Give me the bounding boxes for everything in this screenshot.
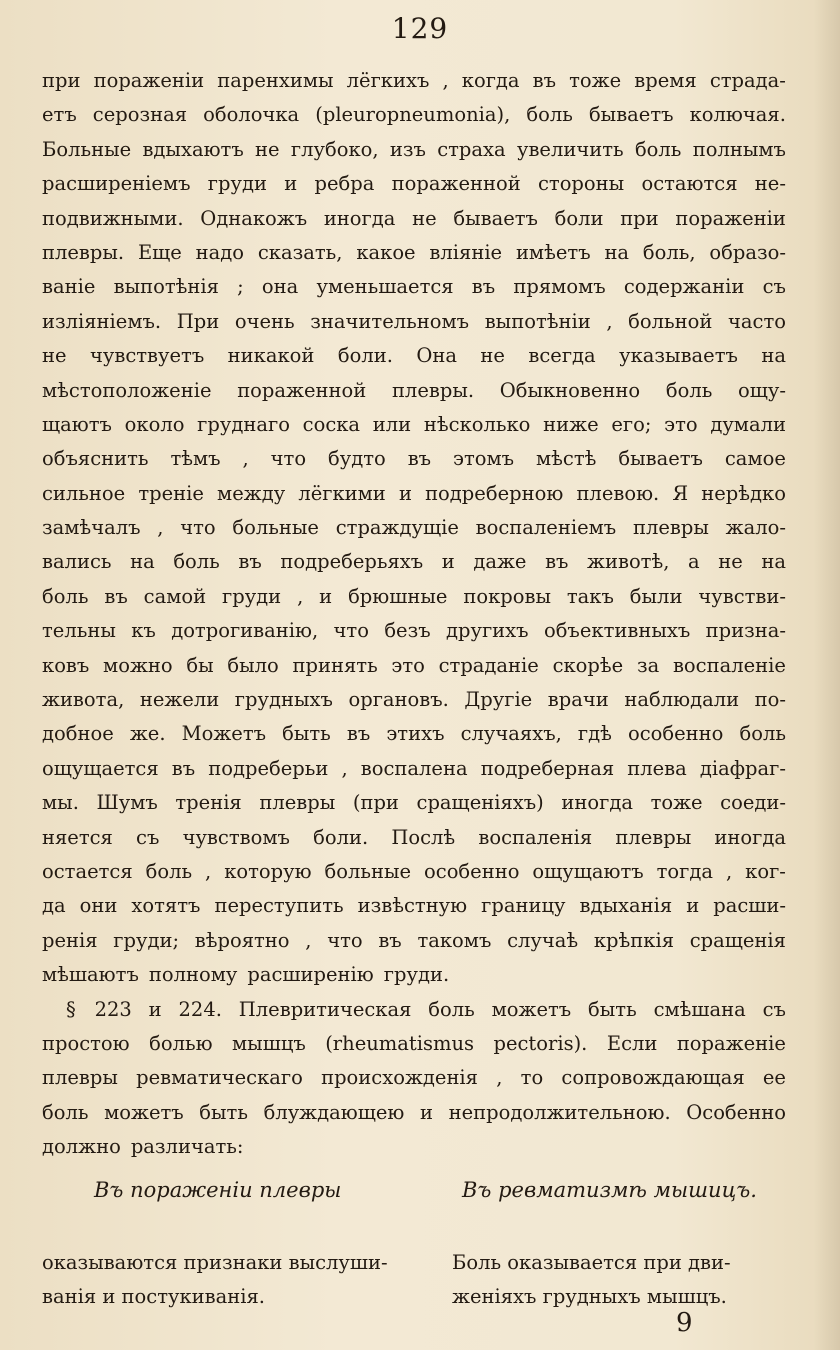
right-column-line: Боль оказывается при дви-	[452, 1251, 731, 1274]
left-column-line: оказываются признаки выслуши-	[42, 1251, 388, 1274]
text-line: щаютъ около груднаго соска или нѣсколько ниже его; это думали	[42, 412, 786, 436]
right-column-heading: Въ ревматизмѣ мышицъ.	[462, 1178, 757, 1202]
text-line: плевры. Еще надо сказать, какое вліяніе имѣетъ на боль, образо-	[42, 240, 786, 264]
text-line: остается боль , которую больные особенно ощущаютъ тогда , ког-	[42, 859, 786, 883]
text-line: объяснить тѣмъ , что будто въ этомъ мѣстѣ бываетъ самое	[42, 447, 786, 471]
text-line: живота, нежели грудныхъ органовъ. Другіе врачи наблюдали по-	[42, 688, 786, 712]
left-column-heading: Въ пораженіи плевры	[94, 1178, 342, 1202]
text-line: ощущается въ подреберьи , воспалена подреберная плева діафраг-	[42, 756, 786, 780]
text-line: должно различать:	[42, 1135, 244, 1159]
text-line: мѣшаютъ полному расширенію груди.	[42, 963, 450, 987]
text-line: подвижными. Однакожъ иногда не бываетъ боли при пораженіи	[42, 206, 786, 230]
page-number: 129	[391, 12, 449, 45]
spine-shadow	[814, 0, 840, 1350]
text-line: мѣстоположеніе пораженной плевры. Обыкновенно боль ощу-	[42, 378, 786, 402]
text-line: расширеніемъ груди и ребра пораженной стороны остаются не-	[42, 172, 786, 196]
right-column-line: женіяхъ грудныхъ мышцъ.	[452, 1285, 727, 1308]
left-column-text	[42, 1246, 388, 1314]
signature-mark: 9	[676, 1308, 693, 1338]
text-line: ваніе выпотѣнія ; она уменьшается въ прямомъ содержаніи съ	[42, 275, 786, 299]
text-line: вались на боль въ подреберьяхъ и даже въ животѣ, а не на	[42, 550, 786, 574]
text-line: простою болью мышцъ (rheumatismus pectoris). Если пораженіе	[42, 1031, 786, 1055]
text-line: няется съ чувствомъ боли. Послѣ воспаленія плевры иногда	[42, 825, 786, 849]
text-line: ковъ можно бы было принять это страданіе скорѣе за воспаленіе	[42, 653, 786, 677]
text-line: добное же. Можетъ быть въ этихъ случаяхъ, гдѣ особенно боль	[42, 722, 786, 746]
left-column-line: ванія и постукиванія.	[42, 1285, 265, 1308]
text-line: изліяніемъ. При очень значительномъ выпотѣніи , больной часто	[42, 309, 786, 333]
text-line: не чувствуетъ никакой боли. Она не всегда указываетъ на	[42, 344, 786, 368]
text-line: замѣчалъ , что больные страждущіе воспаленіемъ плевры жало-	[42, 516, 786, 540]
text-line: мы. Шумъ тренія плевры (при сращеніяхъ) иногда тоже соеди-	[42, 791, 786, 815]
comparison-headings	[42, 1178, 786, 1218]
text-line: боль можетъ быть блуждающею и непродолжительною. Особенно	[42, 1100, 786, 1124]
text-line: § 223 и 224. Плевритическая боль можетъ быть смѣшана съ	[66, 997, 786, 1021]
text-line: плевры ревматическаго происхожденія , то сопровождающая ее	[42, 1066, 786, 1090]
text-line: Больные вдыхаютъ не глубоко, изъ страха увеличить боль полнымъ	[42, 137, 786, 161]
text-line: боль въ самой груди , и брюшные покровы такъ были чувстви-	[42, 584, 786, 608]
text-line: тельны къ дотрогиванію, что безъ другихъ объективныхъ призна-	[42, 619, 786, 643]
text-line: сильное треніе между лёгкими и подреберною плевою. Я нерѣдко	[42, 481, 786, 505]
text-line: етъ серозная оболочка (pleuropneumonia), боль бываетъ колючая.	[42, 103, 786, 127]
right-column-text	[452, 1246, 731, 1314]
body-text	[42, 64, 786, 1165]
text-line: при пораженіи паренхимы лёгкихъ , когда въ тоже время страда-	[42, 69, 786, 92]
text-line: ренія груди; вѣроятно , что въ такомъ случаѣ крѣпкія сращенія	[42, 928, 786, 952]
text-line: да они хотятъ переступить извѣстную границу вдыханія и расши-	[42, 894, 786, 918]
